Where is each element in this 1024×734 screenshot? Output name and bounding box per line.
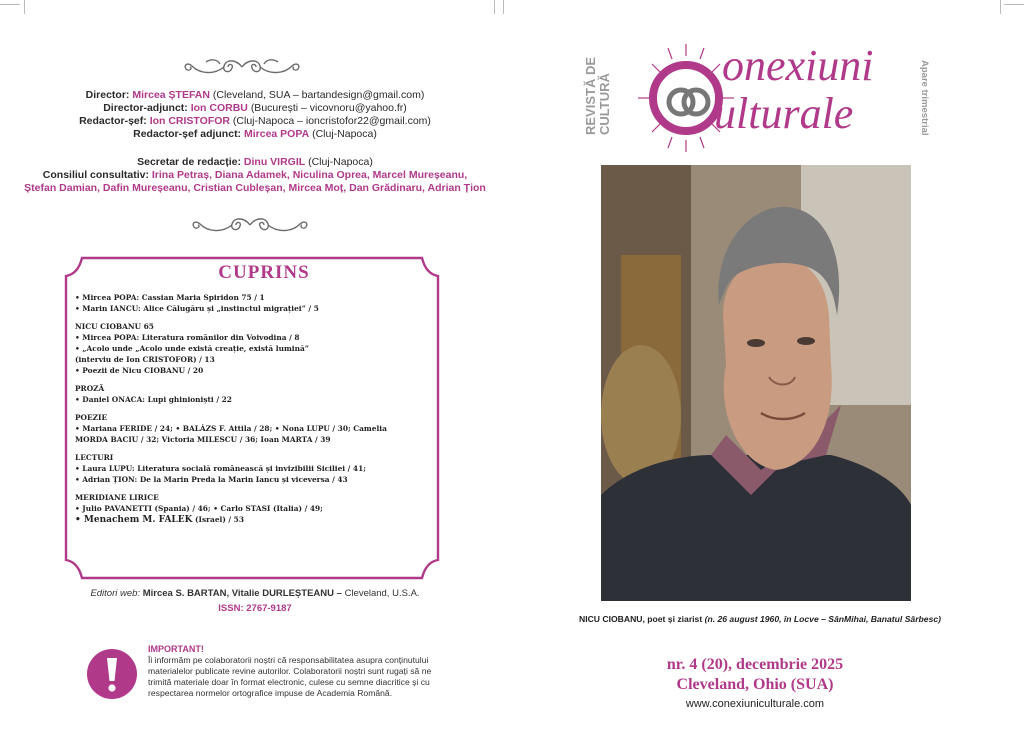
issue-number: nr. 4 (20), decembrie 2025 <box>666 656 844 673</box>
crop-mark <box>1004 4 1024 5</box>
crop-mark <box>503 0 504 14</box>
table-of-contents <box>75 292 425 526</box>
crop-mark <box>494 0 495 14</box>
staff-consiliu-line2: Ștefan Damian, Dafin Mureșeanu, Cristian Cubleșan, Mircea Moț, Dan Grădinaru, Adrian Țion <box>24 182 486 194</box>
web-editors: Editori web: Mircea S. BARTAN, Vitalie DURLEȘTEANU – Cleveland, U.S.A. <box>90 588 420 599</box>
staff-director-adjunct: Director-adjunct: Ion CORBU (București – vicovnoru@yahoo.fr) <box>103 102 407 114</box>
issn: ISSN: 2767-9187 <box>218 603 292 614</box>
toc-section-heading: PROZĂ <box>75 384 105 393</box>
ornament-top <box>180 56 304 78</box>
photo-caption: NICU CIOBANU, poet și ziarist (n. 26 august 1960, în Locve – SânMihai, Banatul Sârbesc) <box>579 614 941 624</box>
toc-section-heading: MERIDIANE LIRICE <box>75 493 159 502</box>
toc-section-heading: NICU CIOBANU 65 <box>75 322 154 331</box>
crop-mark <box>1000 0 1001 14</box>
crop-mark <box>0 4 20 5</box>
ornament-middle <box>188 214 312 236</box>
toc-entry: • „Acolo unde „Acolo unde există creație, există lumină” <box>75 344 310 353</box>
cuprins-title: CUPRINS <box>218 262 310 283</box>
toc-entry: • Laura LUPU: Literatura socială românească și invizibilii Siciliei / 41; <box>75 464 366 473</box>
toc-entry: • Julio PAVANETTI (Spania) / 46; • Carlo STASI (Italia) / 49; <box>75 504 323 513</box>
toc-section-heading: POEZIE <box>75 413 108 422</box>
toc-entry: • Mircea POPA: Literatura românilor din Voivodina / 8 <box>75 333 300 342</box>
staff-consiliu: Consiliul consultativ: Irina Petraș, Diana Adamek, Niculina Oprea, Marcel Mureșeanu, <box>42 169 468 181</box>
staff-director: Director: Mircea ȘTEFAN (Cleveland, SUA – bartandesign@gmail.com) <box>85 89 425 101</box>
staff-redactor-sef-adjunct: Redactor-șef adjunct: Mircea POPA (Cluj-Napoca) <box>133 128 377 140</box>
logo-title-line2: ulturale <box>714 89 854 138</box>
revista-label: REVISTĂ DE CULTURĂ <box>583 56 612 135</box>
staff-redactor-sef: Redactor-șef: Ion CRISTOFOR (Cluj-Napoca – ioncristofor22@gmail.com) <box>79 115 431 127</box>
important-text: Îi informăm pe colaboratorii noștri că responsabilitatea asupra conținutului materialelor publicate revine autorilor. Colaboratorii noștri sunt rugați să ne trimită materiale doar în format electronic, culese cu semne diacritice și cu respectarea normelor ortografice impuse de Academia Română. <box>148 655 432 698</box>
staff-secretar: Secretar de redacție: Dinu VIRGIL (Cluj-Napoca) <box>137 156 373 168</box>
portrait-photo <box>601 165 911 601</box>
toc-entry: • Marin IANCU: Alice Călugăru și „instinctul migrației” / 5 <box>75 304 319 313</box>
toc-entry: • Mariana FERIDE / 24; • BALÁZS F. Attila / 28; • Nona LUPU / 30; Camelia <box>75 424 387 433</box>
toc-entry: • Daniel ONACA: Lupi ghinioniști / 22 <box>75 395 232 404</box>
toc-entry: • Menachem M. FALEK (Israel) / 53 <box>75 515 244 525</box>
exclamation-icon <box>86 648 138 700</box>
logo-title-line1: onexiuni <box>722 41 874 90</box>
crop-mark <box>24 0 25 14</box>
toc-entry: MORDA BACIU / 32; Victoria MILESCU / 36; Ioan MARTA / 39 <box>75 435 331 444</box>
toc-entry: (interviu de Ion CRISTOFOR) / 13 <box>75 355 215 364</box>
website-link[interactable]: www.conexiuniculturale.com <box>685 698 825 710</box>
toc-entry: • Adrian ȚION: De la Marin Preda la Marin Iancu și viceversa / 43 <box>75 475 348 484</box>
apare-label: Apare trimestrial <box>919 60 930 136</box>
important-title: IMPORTANT! <box>148 644 204 654</box>
issue-place: Cleveland, Ohio (SUA) <box>676 676 834 693</box>
toc-section-heading: LECTURI <box>75 453 114 462</box>
toc-entry: • Poezii de Nicu CIOBANU / 20 <box>75 366 204 375</box>
toc-entry: • Mircea POPA: Cassian Maria Spiridon 75 / 1 <box>75 293 265 302</box>
